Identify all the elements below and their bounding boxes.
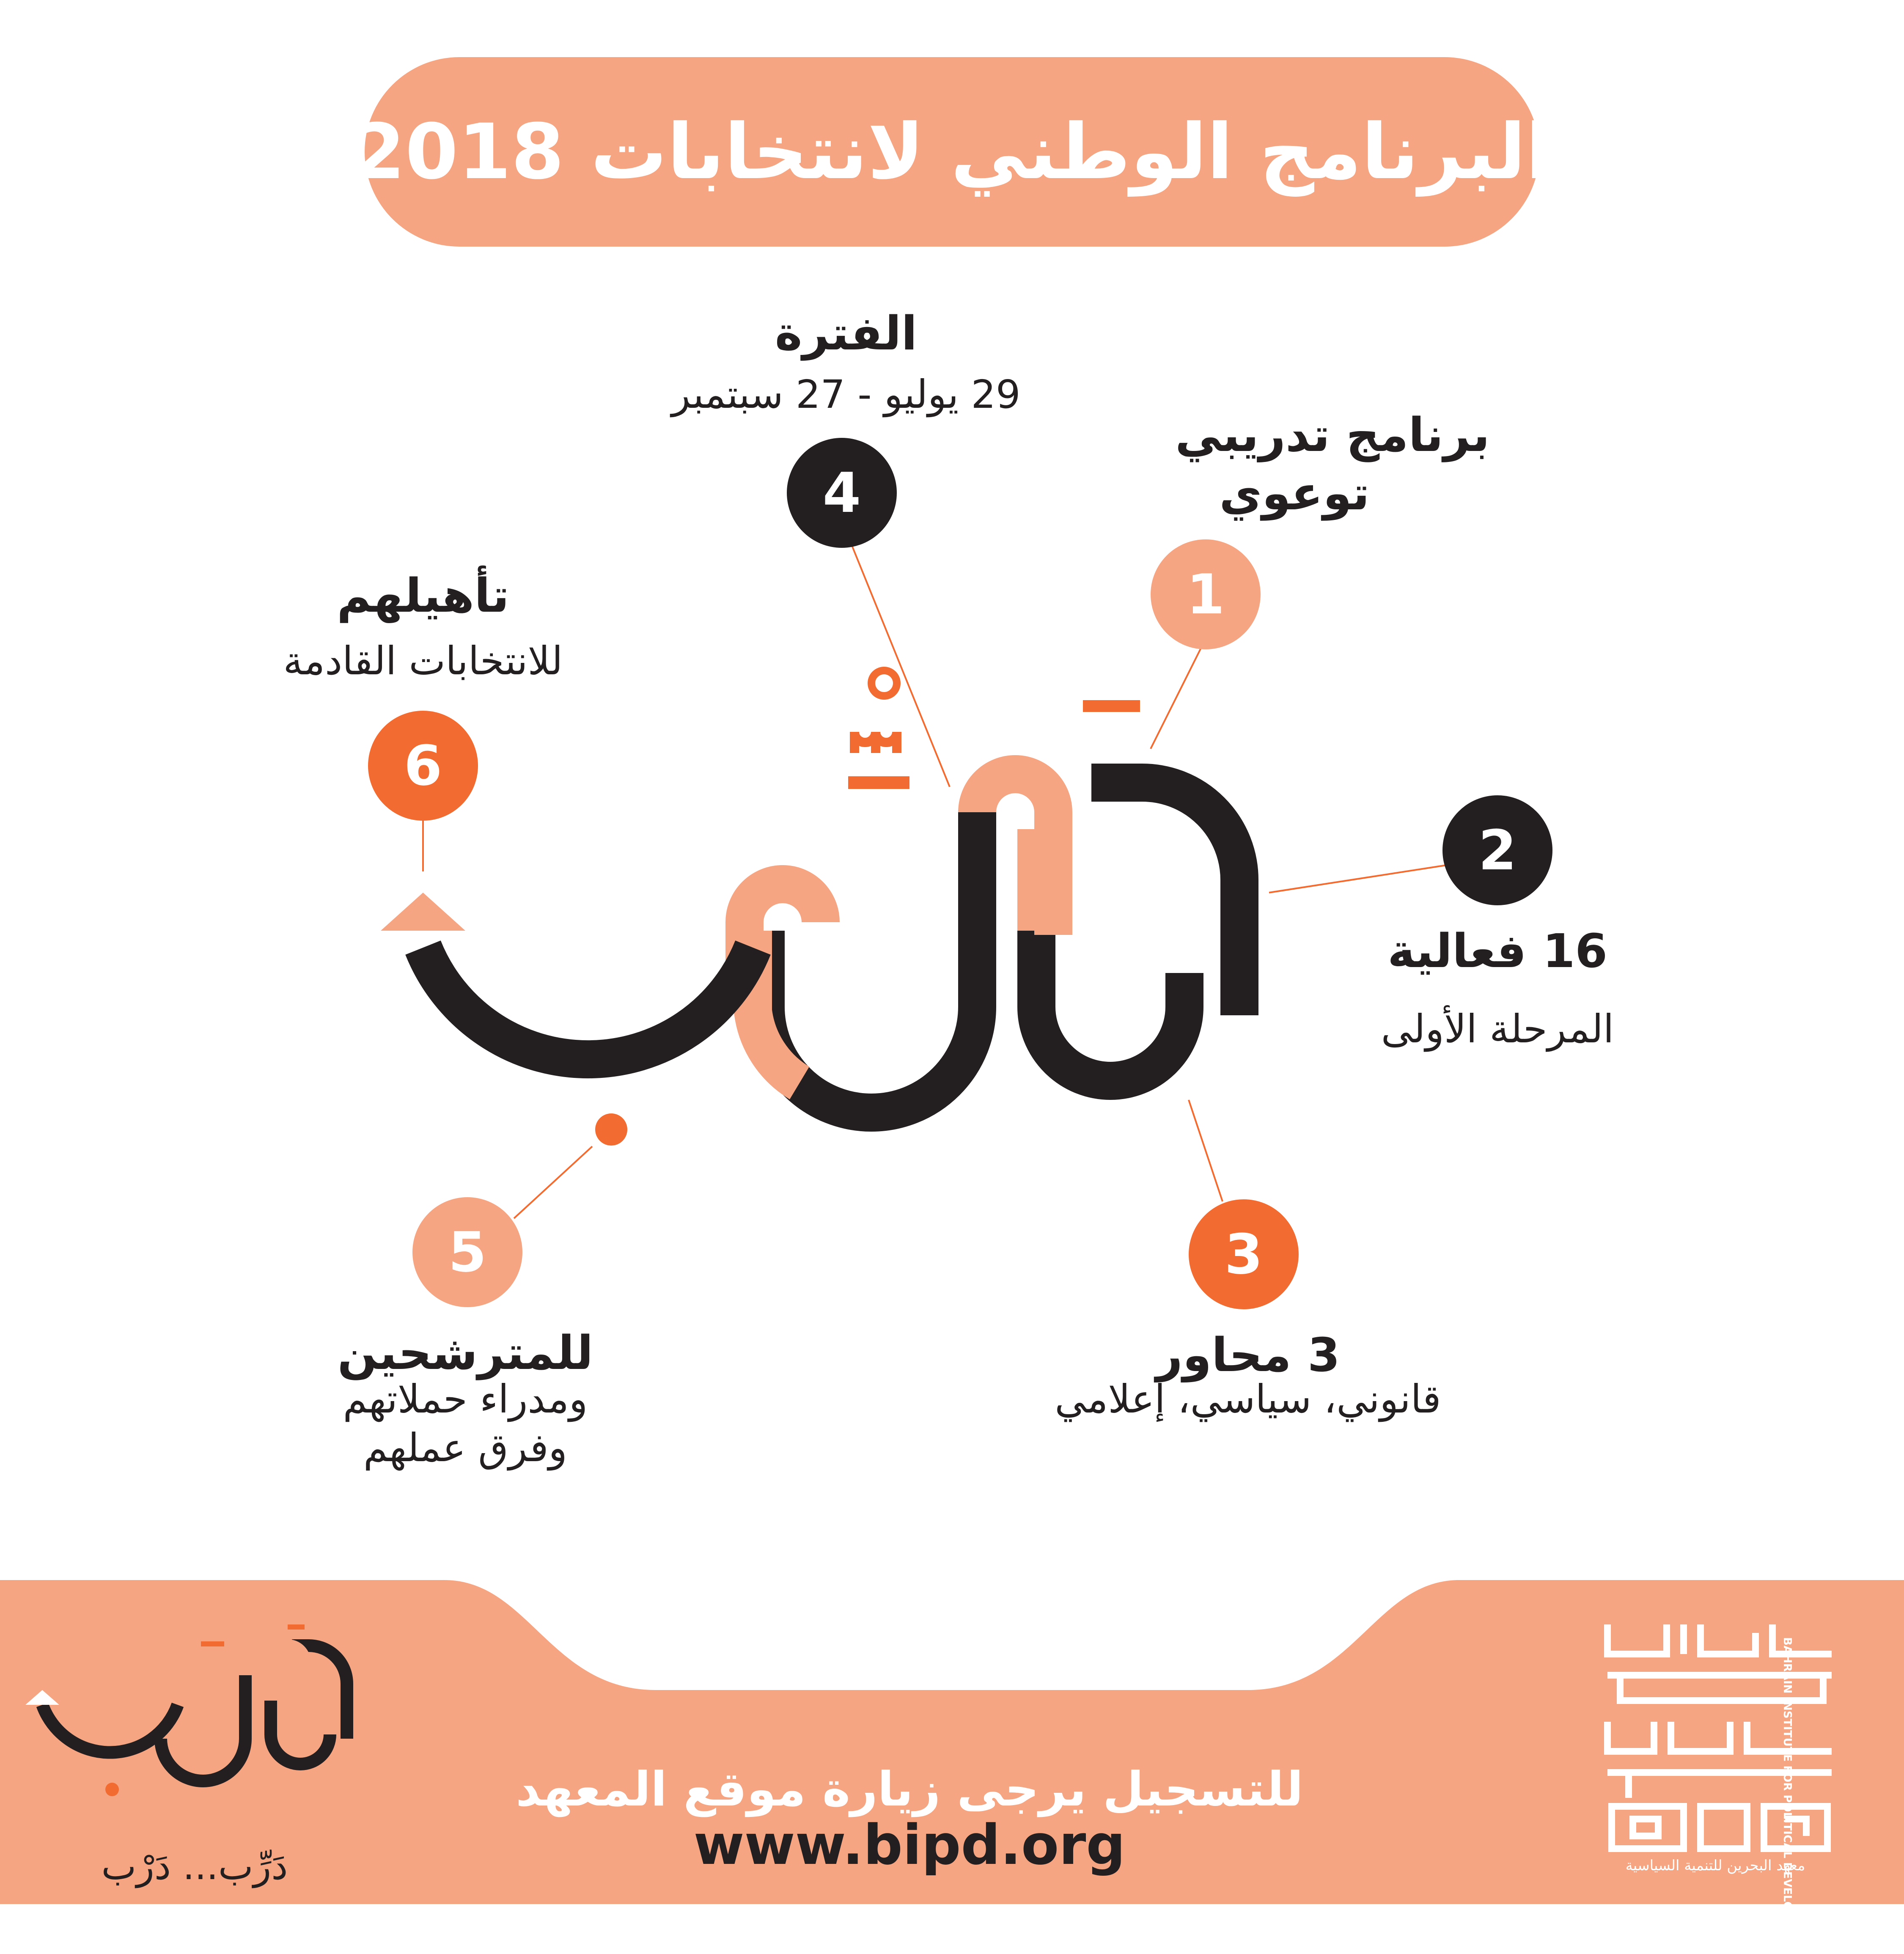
point-1-bubble: 1 xyxy=(1151,539,1261,649)
logo-arrow-triangle xyxy=(381,893,465,931)
point-5-bubble: 5 xyxy=(412,1197,522,1307)
footer-slogan: دَرِّب... دَرْب xyxy=(101,1844,288,1888)
logo-shadda-mark xyxy=(854,732,897,753)
point-2-subheading: المرحلة الأولى xyxy=(1381,1006,1614,1052)
logo-dot xyxy=(595,1113,627,1146)
logo-stroke-right-inner xyxy=(1036,931,1184,1081)
point-4-bubble: 4 xyxy=(787,438,897,548)
point-2-heading: 16 فعالية xyxy=(1387,924,1607,978)
logo-sukun xyxy=(871,671,897,696)
connector-line-2 xyxy=(1269,865,1447,893)
connector-line-3 xyxy=(1189,1100,1223,1201)
point-6-heading: تأهيلهم xyxy=(337,569,509,623)
connector-line-5 xyxy=(514,1146,592,1218)
point-3-bubble: 3 xyxy=(1189,1199,1299,1309)
point-1-heading: برنامج تدريبي توعوي xyxy=(1175,408,1490,520)
point-6-subheading: للانتخابات القادمة xyxy=(283,638,563,684)
logo-dash-top xyxy=(1083,700,1140,712)
point-3-heading: 3 محاور xyxy=(1156,1328,1340,1382)
logo-stroke-left-dark xyxy=(423,948,753,1059)
point-2-bubble: 2 xyxy=(1442,795,1552,905)
bipd-logo xyxy=(1603,1620,1840,1857)
footer-logo xyxy=(17,1608,372,1844)
page-title: البرنامج الوطني لانتخابات 2018 xyxy=(352,107,1552,196)
connector-line-1 xyxy=(1151,647,1201,749)
register-text: للتسجيل يرجى زيارة موقع المعهد xyxy=(516,1762,1303,1817)
point-5-heading: للمترشحين xyxy=(337,1326,593,1380)
point-4-heading: الفترة xyxy=(775,306,918,360)
logo-dash-middle xyxy=(848,776,909,789)
point-6-bubble: 6 xyxy=(368,711,478,821)
point-3-subheading: قانوني، سياسي، إعلامي xyxy=(1055,1377,1441,1422)
institute-name-en: BAHRAIN INSTITUTE FOR POLITICAL DEVELOPMENT xyxy=(1781,1637,1794,1954)
point-4-subheading: 29 يوليو - 27 سبتمبر xyxy=(671,372,1021,417)
institute-name: معهد البحرين للتنمية السياسية xyxy=(1625,1857,1805,1874)
website-link[interactable]: www.bipd.org xyxy=(693,1813,1126,1877)
point-5-subheading: ومدراء حملاتهم وفرق عملهم xyxy=(343,1377,588,1470)
